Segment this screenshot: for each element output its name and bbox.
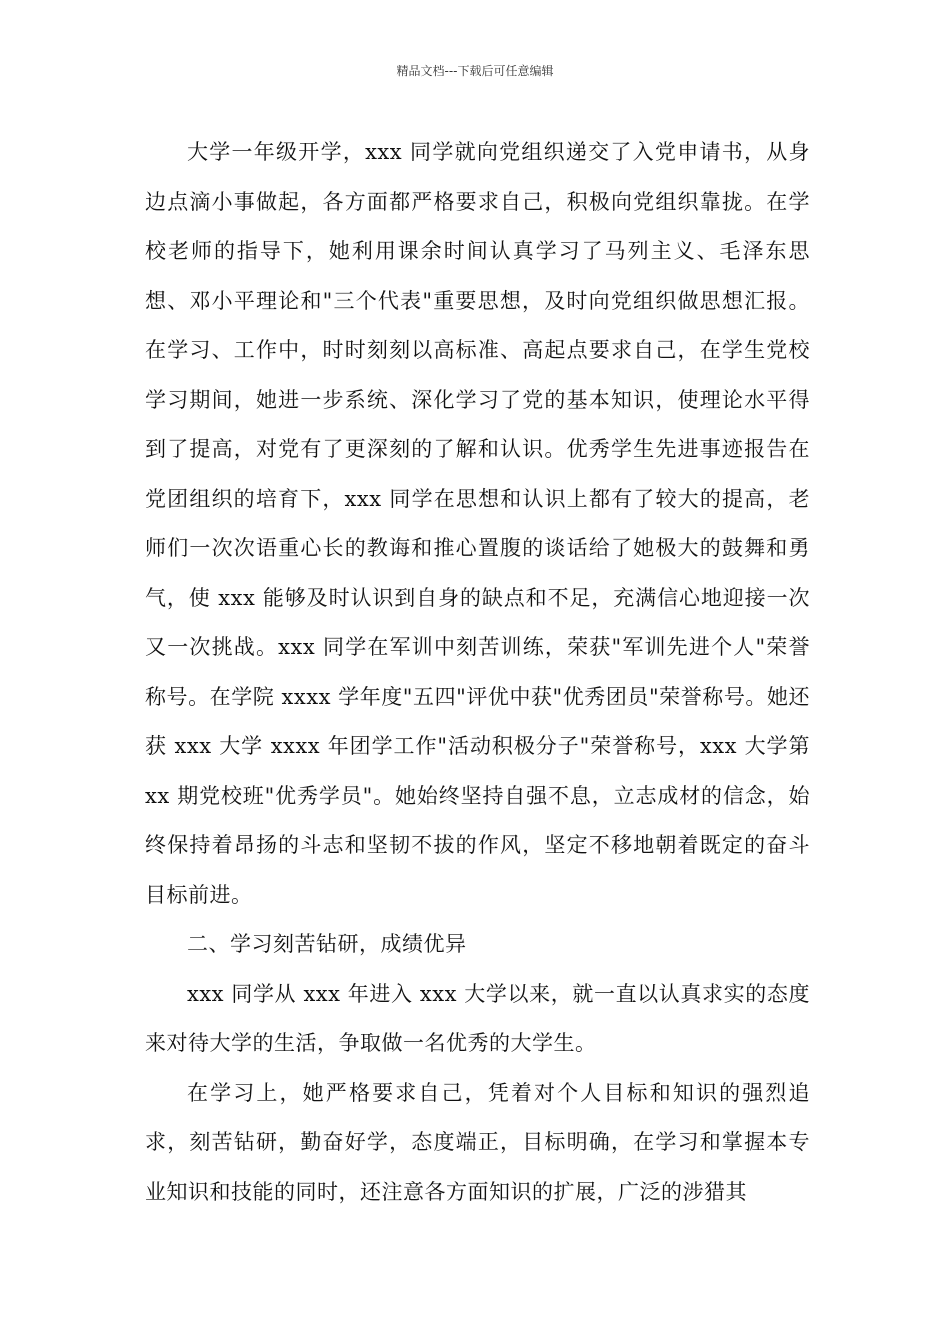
section-heading: 二、学习刻苦钻研，成绩优异 <box>187 932 467 956</box>
paragraph-1: 大学一年级开学，xxx 同学就向党组织递交了入党申请书，从身边点滴小事做起，各方面都严格要求自己，积极向党组织靠拢。在学校老师的指导下，她利用课余时间认真学习了马列主义、毛泽东思想、邓小平理论和"三个代表"重要思想，及时向党组织做思想汇报。在学习、工作中，时时刻刻以高标准、高起点要求自己，在学生党校学习期间，她进一步系统、深化学习了党的基本知识，使理论水平得到了提高，对党有了更深刻的了解和认识。优秀学生先进事迹报告在党团组织的培育下，xxx 同学在思想和认识上都有了较大的提高，老师们一次次语重心长的教诲和推心置腹的谈话给了她极大的鼓舞和勇气，使 xxx 能够及时认识到自身的缺点和不足，充满信心地迎接一次又一次挑战。xxx 同学在军训中刻苦训练，荣获"军训先进个人"荣誉称号。在学院 xxxx 学年度"五四"评优中获"优秀团员"荣誉称号。她还获 xxx 大学 xxxx 年团学工作"活动积极分子"荣誉称号，xxx 大学第 xx 期党校班"优秀学员"。她始终坚持自强不息，立志成材的信念，始终保持着昂扬的斗志和坚韧不拔的作风，坚定不移地朝着既定的奋斗目标前进。 <box>145 140 810 907</box>
page-header: 精品文档---下载后可任意编辑 <box>396 64 554 78</box>
paragraph-3: 在学习上，她严格要求自己，凭着对个人目标和知识的强烈追求，刻苦钻研，勤奋好学，态度端正，目标明确，在学习和掌握本专业知识和技能的同时，还注意各方面知识的扩展，广泛的涉猎其 <box>145 1080 810 1204</box>
paragraph-2: xxx 同学从 xxx 年进入 xxx 大学以来，就一直以认真求实的态度来对待大学的生活，争取做一名优秀的大学生。 <box>145 981 810 1055</box>
document-body <box>145 128 810 1217</box>
